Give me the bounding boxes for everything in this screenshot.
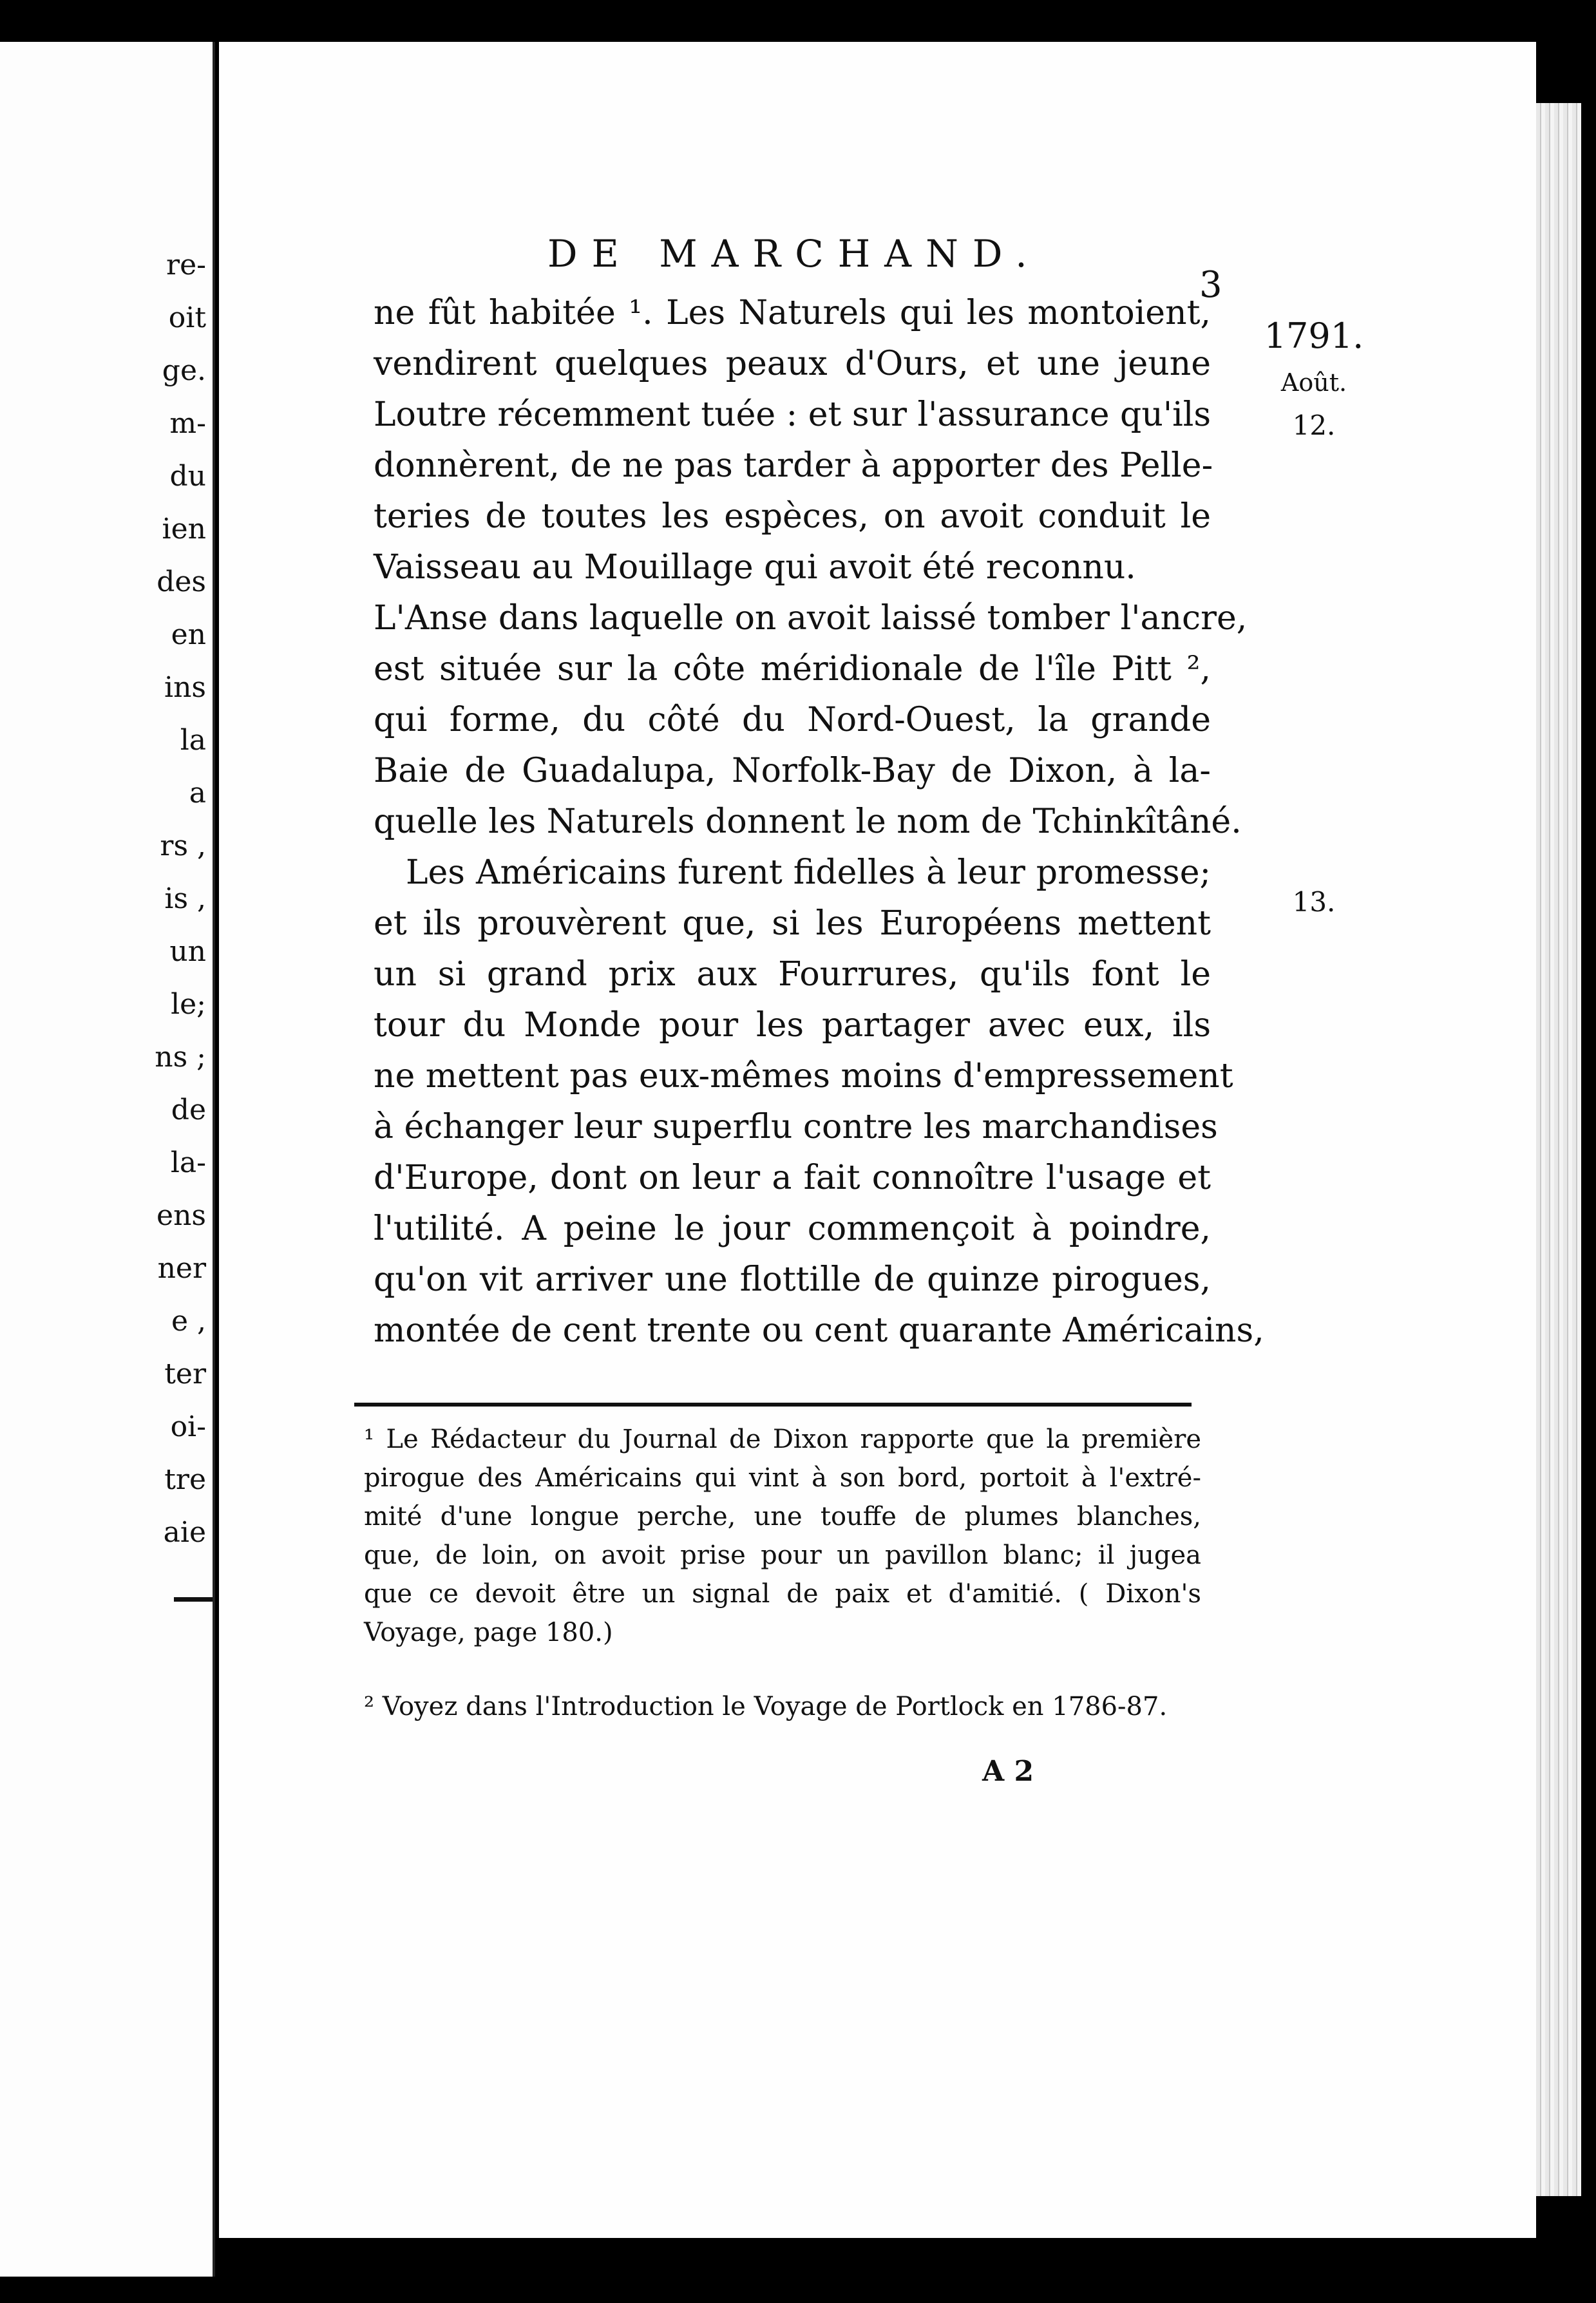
left-page-edge <box>0 42 215 2277</box>
footnote-line: que ce devoit être un signal de paix et d'amitié. ( Dixon's <box>364 1579 1201 1609</box>
footnote-line: ² Voyez dans l'Introduction le Voyage de Portlock en 1786-87. <box>364 1692 1168 1721</box>
text-line: Loutre récemment tuée : et sur l'assurance qu'ils <box>374 395 1211 434</box>
left-page-fragment: ner <box>157 1252 206 1285</box>
text-line: donnèrent, de ne pas tarder à apporter des Pelle- <box>374 446 1213 485</box>
text-line: vendirent quelques peaux d'Ours, et une jeune <box>374 345 1211 383</box>
text-line: Baie de Guadalupa, Norfolk-Bay de Dixon, à la- <box>374 752 1211 790</box>
footnote-line: mité d'une longue perche, une touffe de plumes blanches, <box>364 1502 1201 1531</box>
text-line: montée de cent trente ou cent quarante Américains, <box>374 1311 1264 1350</box>
left-page-fragment: de <box>171 1094 206 1126</box>
left-page-fragment: ns ; <box>155 1041 206 1074</box>
left-page-fragment: des <box>157 565 206 598</box>
left-page-fragment: ter <box>164 1358 206 1390</box>
left-page-fragment: oi- <box>170 1410 206 1443</box>
text-line: un si grand prix aux Fourrures, qu'ils font le <box>374 955 1211 994</box>
text-line: Les Américains furent fidelles à leur promesse; <box>406 853 1211 892</box>
left-page-fragment: la- <box>170 1146 206 1179</box>
text-line: L'Anse dans laquelle on avoit laissé tomber l'ancre, <box>374 599 1248 638</box>
left-page-fragment: e , <box>171 1305 206 1338</box>
text-line: l'utilité. A peine le jour commençoit à poindre, <box>374 1209 1211 1248</box>
page-edge <box>1536 103 1581 2196</box>
margin-year: 1791. <box>1264 316 1364 356</box>
signature-mark: A 2 <box>982 1755 1034 1788</box>
left-page-fragment: ge. <box>162 354 206 387</box>
text-line: tour du Monde pour les partager avec eux, ils <box>374 1006 1211 1045</box>
left-page-fragment: aie <box>163 1516 206 1549</box>
left-page-fragment: la <box>180 724 206 757</box>
left-page-fragment: rs , <box>160 829 206 862</box>
left-page-fragment: ien <box>162 513 206 545</box>
text-line: ne mettent pas eux-mêmes moins d'empressement <box>374 1057 1233 1095</box>
left-page-fragment: a <box>189 777 206 810</box>
left-page-fragment: en <box>171 618 206 651</box>
text-line: teries de toutes les espèces, on avoit conduit le <box>374 497 1211 536</box>
left-page-fragment: tre <box>164 1463 206 1496</box>
text-line: ne fût habitée ¹. Les Naturels qui les montoient, <box>374 294 1211 332</box>
footnote-rule <box>354 1403 1192 1407</box>
left-page-fragment: ens <box>157 1199 206 1232</box>
text-line: quelle les Naturels donnent le nom de Tchinkîtâné. <box>374 802 1242 841</box>
footnote-line: que, de loin, on avoit prise pour un pavillon blanc; il jugea <box>364 1540 1201 1570</box>
left-page-fragment: m- <box>169 407 206 440</box>
footnote-line: Voyage, page 180.) <box>364 1618 613 1647</box>
text-line: d'Europe, dont on leur a fait connoître l'usage et <box>374 1159 1211 1197</box>
footnote-line: ¹ Le Rédacteur du Journal de Dixon rapporte que la première <box>364 1425 1201 1454</box>
left-page-fragment: du <box>169 460 206 493</box>
left-page-rule <box>174 1597 213 1602</box>
text-line: à échanger leur superflu contre les marchandises <box>374 1108 1218 1146</box>
left-page-fragment: oit <box>168 301 206 334</box>
margin-month: Août. <box>1280 368 1347 397</box>
left-page-fragment: ins <box>164 671 206 704</box>
page-number: 3 <box>1199 264 1222 306</box>
left-page-fragment: un <box>169 935 206 968</box>
left-page-fragment: re- <box>166 249 206 281</box>
running-head: DE MARCHAND. <box>547 232 1041 276</box>
text-line: est située sur la côte méridionale de l'île Pitt ², <box>374 650 1211 688</box>
text-line: qu'on vit arriver une flottille de quinze pirogues, <box>374 1260 1211 1299</box>
margin-day: 12. <box>1292 410 1336 441</box>
left-page-fragment: is , <box>164 882 206 915</box>
footnote-line: pirogue des Américains qui vint à son bord, portoit à l'extré- <box>364 1463 1201 1493</box>
text-line: qui forme, du côté du Nord-Ouest, la grande <box>374 701 1211 739</box>
text-line: Vaisseau au Mouillage qui avoit été reconnu. <box>374 548 1136 587</box>
margin-day: 13. <box>1292 886 1336 918</box>
left-page-fragment: le; <box>171 988 206 1021</box>
text-line: et ils prouvèrent que, si les Européens mettent <box>374 904 1211 943</box>
